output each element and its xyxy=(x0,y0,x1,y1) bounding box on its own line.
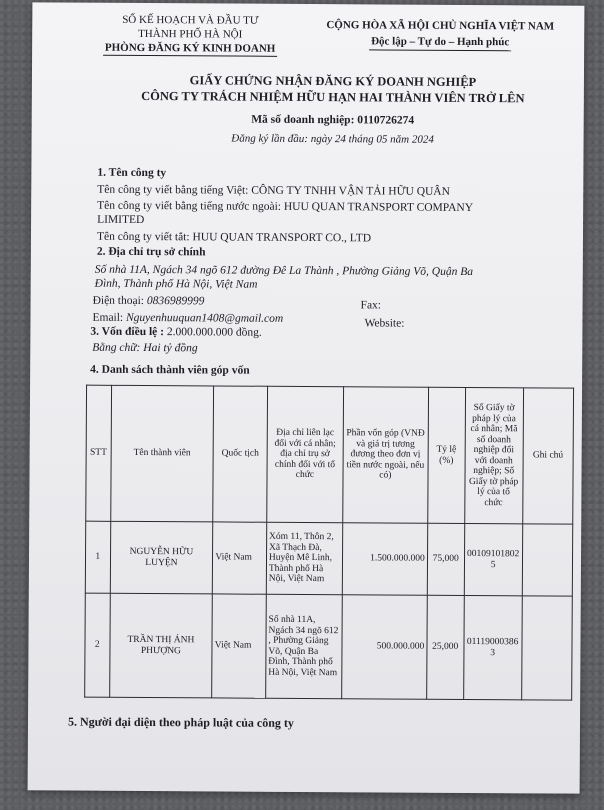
table-row xyxy=(85,521,572,596)
row1-note xyxy=(522,524,573,596)
vn-name: CÔNG TY TNHH VẬN TẢI HỮU QUÂN xyxy=(251,184,450,198)
business-code-line xyxy=(94,113,572,128)
row2-name: TRẦN THỊ ÁNH PHƯỢNG xyxy=(109,593,212,698)
national-header xyxy=(312,17,568,52)
section4-heading: 4. Danh sách thành viên góp vốn xyxy=(90,363,250,377)
city-name: THÀNH PHỐ HÀ NỘI xyxy=(138,27,243,41)
row2-contribution: 500.000.000 xyxy=(342,595,428,700)
phone-number: 0836989999 xyxy=(146,295,205,308)
short-name: HUU QUAN TRANSPORT CO., LTD xyxy=(192,231,372,245)
capital-in-words: Bằng chữ: Hai tỷ đồng xyxy=(92,341,198,355)
address-line-2: Đình, Thành phố Hà Nội, Việt Nam xyxy=(94,277,258,291)
phone-line xyxy=(93,295,205,308)
charter-capital: 2.000.000.000 đồng. xyxy=(166,326,262,339)
foreign-name-label: Tên công ty viết bằng tiếng nước ngoài: xyxy=(97,199,282,213)
email-label: Email: xyxy=(92,311,124,324)
foreign-name: HUU QUAN TRANSPORT COMPANY xyxy=(283,200,474,215)
email-address: Nguyenhuuquan1408@gmail.com xyxy=(125,311,284,325)
phone-label: Điện thoại: xyxy=(92,294,145,308)
row2-note xyxy=(521,596,572,700)
certificate-title: GIẤY CHỨNG NHẬN ĐĂNG KÝ DOANH NGHIỆP xyxy=(189,73,477,90)
row1-nationality: Việt Nam xyxy=(213,522,267,594)
row2-stt: 2 xyxy=(85,593,110,697)
website-label: Website: xyxy=(364,317,405,330)
section1-heading: 1. Tên công ty xyxy=(97,166,167,180)
col-contribution: Phần vốn góp (VNĐ và giá trị tương đương theo đơn vị tiền nước ngoài, nếu có) xyxy=(343,387,429,524)
col-address: Địa chỉ liên lạc đối với cá nhân; địa chỉ trụ sở chính đối với tổ chức xyxy=(267,386,344,522)
fax-label: Fax: xyxy=(360,299,382,312)
foreign-name-continued: LIMITED xyxy=(97,213,145,227)
col-nationality: Quốc tịch xyxy=(213,386,267,522)
row2-nationality: Việt Nam xyxy=(212,594,266,698)
certificate-subtitle: CÔNG TY TRÁCH NHIỆM HỮU HẠN HAI THÀNH VIÊN TRỞ LÊN xyxy=(141,88,525,106)
row1-stt: 1 xyxy=(85,521,110,593)
row1-address: Xóm 11, Thôn 2, Xã Thạch Đà, Huyện Mê Linh, Thành phố Hà Nội, Việt Nam xyxy=(266,522,342,594)
row2-id-doc: 011190003863 xyxy=(463,595,522,699)
row2-address: Số nhà 11A, Ngách 34 ngõ 612 , Phường Giảng Võ, Quận Ba Đình, Thành phố Hà Nội, Việt Nam xyxy=(266,594,343,698)
row2-ratio: 25,000 xyxy=(426,595,463,699)
capital-line xyxy=(90,326,261,339)
section2-heading: 2. Địa chỉ trụ sở chính xyxy=(96,245,206,259)
col-stt: STT xyxy=(86,385,111,521)
office-name: PHÒNG ĐĂNG KÝ KINH DOANH xyxy=(103,41,278,57)
business-code: 0110726274 xyxy=(357,114,415,127)
table-row xyxy=(85,593,573,700)
col-name: Tên thành viên xyxy=(110,385,214,522)
table-header-row xyxy=(86,385,574,524)
vn-name-line xyxy=(97,184,450,198)
col-id-doc: Số Giấy tờ pháp lý của cá nhân; Mã số doanh nghiệp đối với doanh nghiệp; Số Giấy tờ pháp lý của tổ chức xyxy=(464,387,523,523)
row1-contribution: 1.500.000.000 xyxy=(342,523,427,596)
row1-id-doc: 001091018025 xyxy=(464,523,523,595)
registration-date: Đăng ký lần đầu: ngày 24 tháng 05 năm 2024 xyxy=(231,132,434,146)
address-line-1: Số nhà 11A, Ngách 34 ngõ 612 đường Đê La Thành , Phường Giảng Võ, Quận Ba xyxy=(94,263,474,279)
issuing-authority xyxy=(90,13,290,57)
members-table xyxy=(84,385,574,701)
section3-heading: 3. Vốn điều lệ : xyxy=(90,325,165,339)
vn-name-label: Tên công ty viết bằng tiếng Việt: xyxy=(97,183,249,197)
certificate-page xyxy=(28,2,585,793)
row1-ratio: 75,000 xyxy=(427,523,464,595)
col-ratio: Tỷ lệ (%) xyxy=(427,387,465,523)
national-motto: Độc lập – Tự do – Hạnh phúc xyxy=(369,33,511,51)
short-name-label: Tên công ty viết tắt: xyxy=(96,230,190,244)
ministry-name: SỐ KẾ HOẠCH VÀ ĐẦU TƯ xyxy=(122,13,259,27)
email-line xyxy=(92,312,283,325)
business-code-label: Mã số doanh nghiệp: xyxy=(251,113,355,127)
row1-name: NGUYỄN HỮU LUYỆN xyxy=(110,521,213,594)
foreign-name-line xyxy=(97,200,473,214)
short-name-line xyxy=(97,231,371,245)
col-note: Ghi chú xyxy=(522,388,573,524)
section5-heading: 5. Người đại diện theo pháp luật của công ty xyxy=(67,714,294,730)
nation-name: CỘNG HÒA XÃ HỘI CHỦ NGHĨA VIỆT NAM xyxy=(326,19,555,33)
